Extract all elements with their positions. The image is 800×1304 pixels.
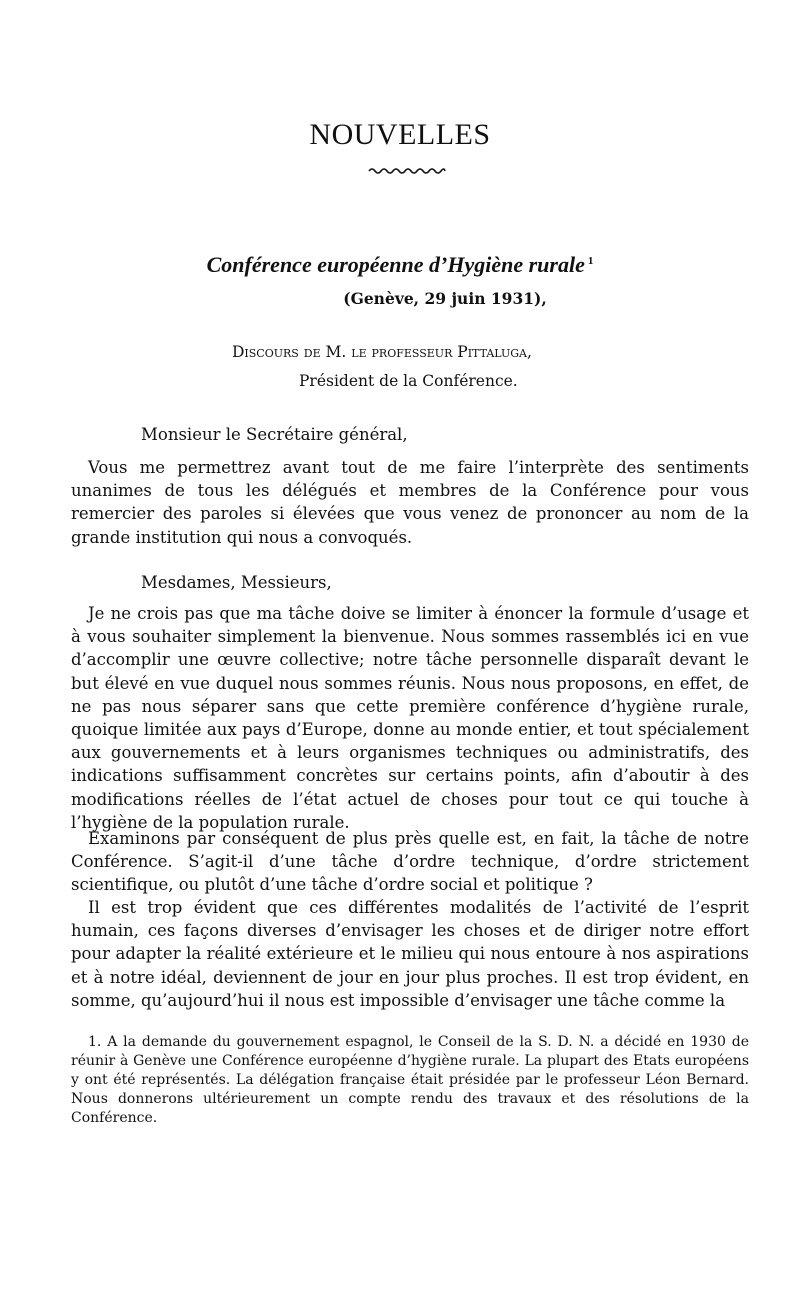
salutation-secretary: Monsieur le Secrétaire général, [141,425,408,444]
paragraph-thanks: Vous me permettrez avant tout de me faire l’interprète des sentiments unanimes de tous les délégués et membres de la Conférence pour vous remercier des paroles si élevées que vous venez de prononcer au nom de la grande institution qui nous a convoqués. [71,458,749,547]
dateline: (Genève, 29 juin 1931), [343,289,547,308]
conference-title [0,252,800,278]
conference-title-text: Conférence européenne d’Hygiène rurale [206,252,585,277]
speaker-line [232,343,532,361]
footnote-marker: 1 [587,254,594,267]
paragraph-task: Examinons par conséquent de plus près quelle est, en fait, la tâche de notre Conférence. S’agit-il d’une tâche d’ordre technique, d’ordre strictement scientifique, ou plutôt d’une tâche d’ordre social et politique ? [71,829,749,895]
paragraph-evidence: Il est trop évident que ces différentes modalités de l’activité de l’esprit humain, ces façons diverses d’envisager les choses et de diriger notre effort pour adapter la réalité extérieure et le milieu qui nous entoure à nos aspirations et à notre idéal, deviennent de jour en jour plus proches. Il est trop évident, en somme, qu’aujourd’hui il nous est impossible d’envisager une tâche comme la [71,898,749,1010]
ornament-divider [367,166,447,176]
speaker-role: Président de la Conférence. [299,372,518,390]
page-title: NOUVELLES [309,118,491,151]
paragraph-purpose: Je ne crois pas que ma tâche doive se limiter à énoncer la formule d’usage et à vous souhaiter simplement la bienvenue. Nous sommes rassemblés ici en vue d’accomplir une œuvre collective; notre tâche personnelle disparaît devant le but élevé en vue duquel nous sommes réunis. Nous nous proposons, en effet, de ne pas nous séparer sans que cette première conférence d’hygiène rurale, quoique limitée aux pays d’Europe, donne au monde entier, et tout spécialement aux gouvernements et à leurs organismes techniques ou administratifs, des indications suffisamment concrètes sur certains points, afin d’aboutir à des modifications réelles de l’état actuel de choses pour tout ce qui touche à l’hygiène de la population rurale. [71,604,749,832]
footnote: 1. A la demande du gouvernement espagnol, le Conseil de la S. D. N. a décidé en 1930 de réunir à Genève une Conférence européenne d’hygiène rurale. La plupart des Etats européens y ont été représentés. La délégation française était présidée par le professeur Léon Bernard. Nous donnerons ultérieurement un compte rendu des travaux et des résolutions de la Conférence. [71,1034,749,1126]
salutation-audience: Mesdames, Messieurs, [141,573,332,592]
speaker-line-text: Discours de M. le professeur Pittaluga, [232,343,532,361]
